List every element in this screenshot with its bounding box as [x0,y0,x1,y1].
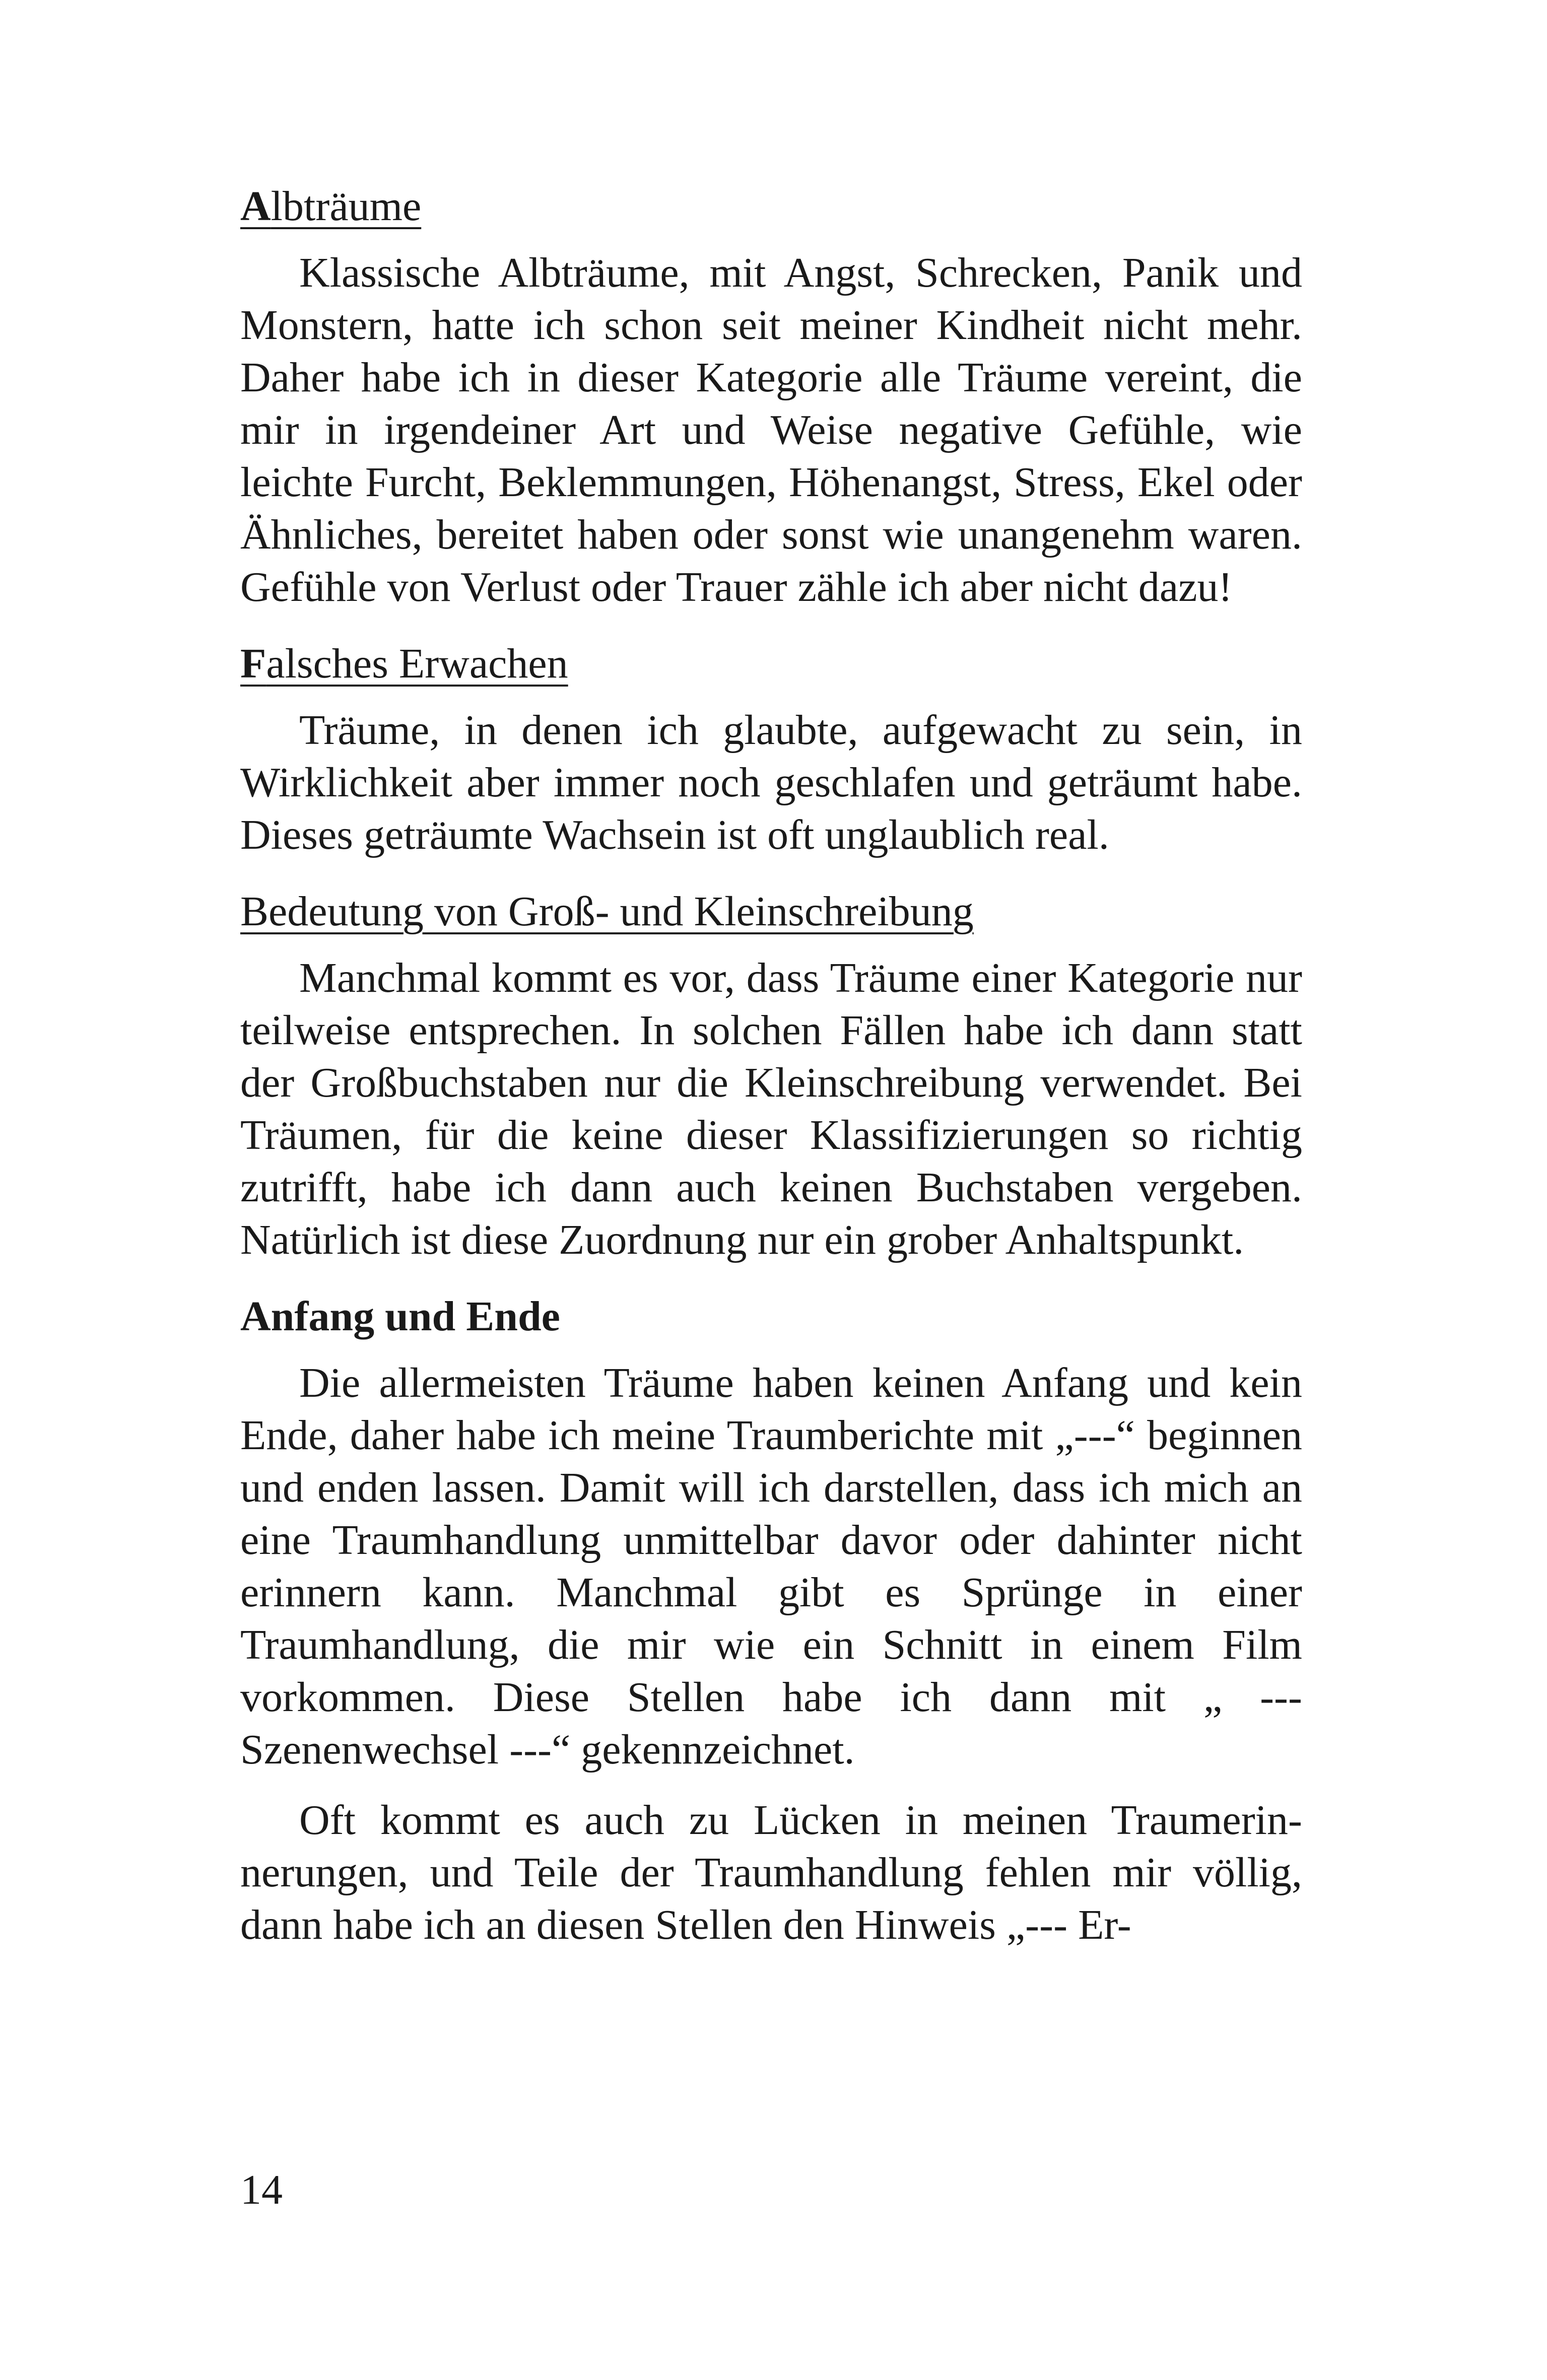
paragraph-falsches-erwachen: Träume, in denen ich glaubte, aufgewacht zu sein, in Wirklichkeit aber immer noch geschlafen und geträumt habe. Dieses geträumte Wachsein ist oft unglaublich real. [240,707,1302,858]
page-number: 14 [240,2166,283,2213]
paragraph-anfang-und-ende-1: Die allermeisten Träume haben keinen Anfang und kein Ende, daher habe ich meine Traumberichte mit „---“ beginnen und enden lassen. Damit will ich darstellen, dass ich mich an eine Traumhandlung unmittelbar davor oder dahinter nicht erinnern kann. Manchmal gibt es Sprünge in einer Traumhandlung, die mir wie ein Schnitt in einem Film vorkommen. Diese Stellen habe ich dann mit „ --- Szenenwechsel ---“ gekennzeichnet. [240,1359,1302,1773]
heading-initial: F [240,640,266,687]
heading-initial: A [240,183,271,230]
paragraph-albtraeume: Klassische Albträume, mit Angst, Schrecken, Panik und Monstern, hatte ich schon seit meiner Kindheit nicht mehr. Daher habe ich in dieser Kategorie alle Träume vereint, die mir in irgendeiner Art und Weise negative Gefühle, wie leichte Furcht, Beklemmungen, Höhenangst, Stress, Ekel oder Ähnliches, bereitet haben oder sonst wie unangenehm waren. Gefühle von Verlust oder Trauer zähle ich aber nicht dazu! [240,249,1302,610]
heading-rest: alsches Erwachen [266,640,568,687]
paragraph-gross-kleinschreibung: Manchmal kommt es vor, dass Träume einer Kategorie nur teilweise entsprechen. In solchen Fällen habe ich dann statt der Großbuchstaben nur die Kleinschreibung verwendet. Bei Träumen, für die keine dieser Klassifizierungen so richtig zutrifft, habe ich dann auch keinen Buchstaben vergeben. Natürlich ist diese Zuordnung nur ein grober Anhaltspunkt. [240,955,1302,1263]
page-content [240,180,1302,1951]
paragraph-anfang-und-ende-2: Oft kommt es auch zu Lücken in meinen Traumerinnerungen, und Teile der Traumhandlung fehlen mir völlig, dann habe ich an diesen Stellen den Hinweis „--- Er- [240,1797,1302,1948]
heading-rest: lbträume [271,183,422,230]
section-heading-falsches-erwachen [240,638,1302,690]
section-heading-anfang-und-ende: Anfang und Ende [240,1293,560,1340]
section-heading-albtraeume [240,180,1302,233]
section-heading-gross-kleinschreibung: Bedeutung von Groß- und Kleinschreibung [240,888,974,935]
